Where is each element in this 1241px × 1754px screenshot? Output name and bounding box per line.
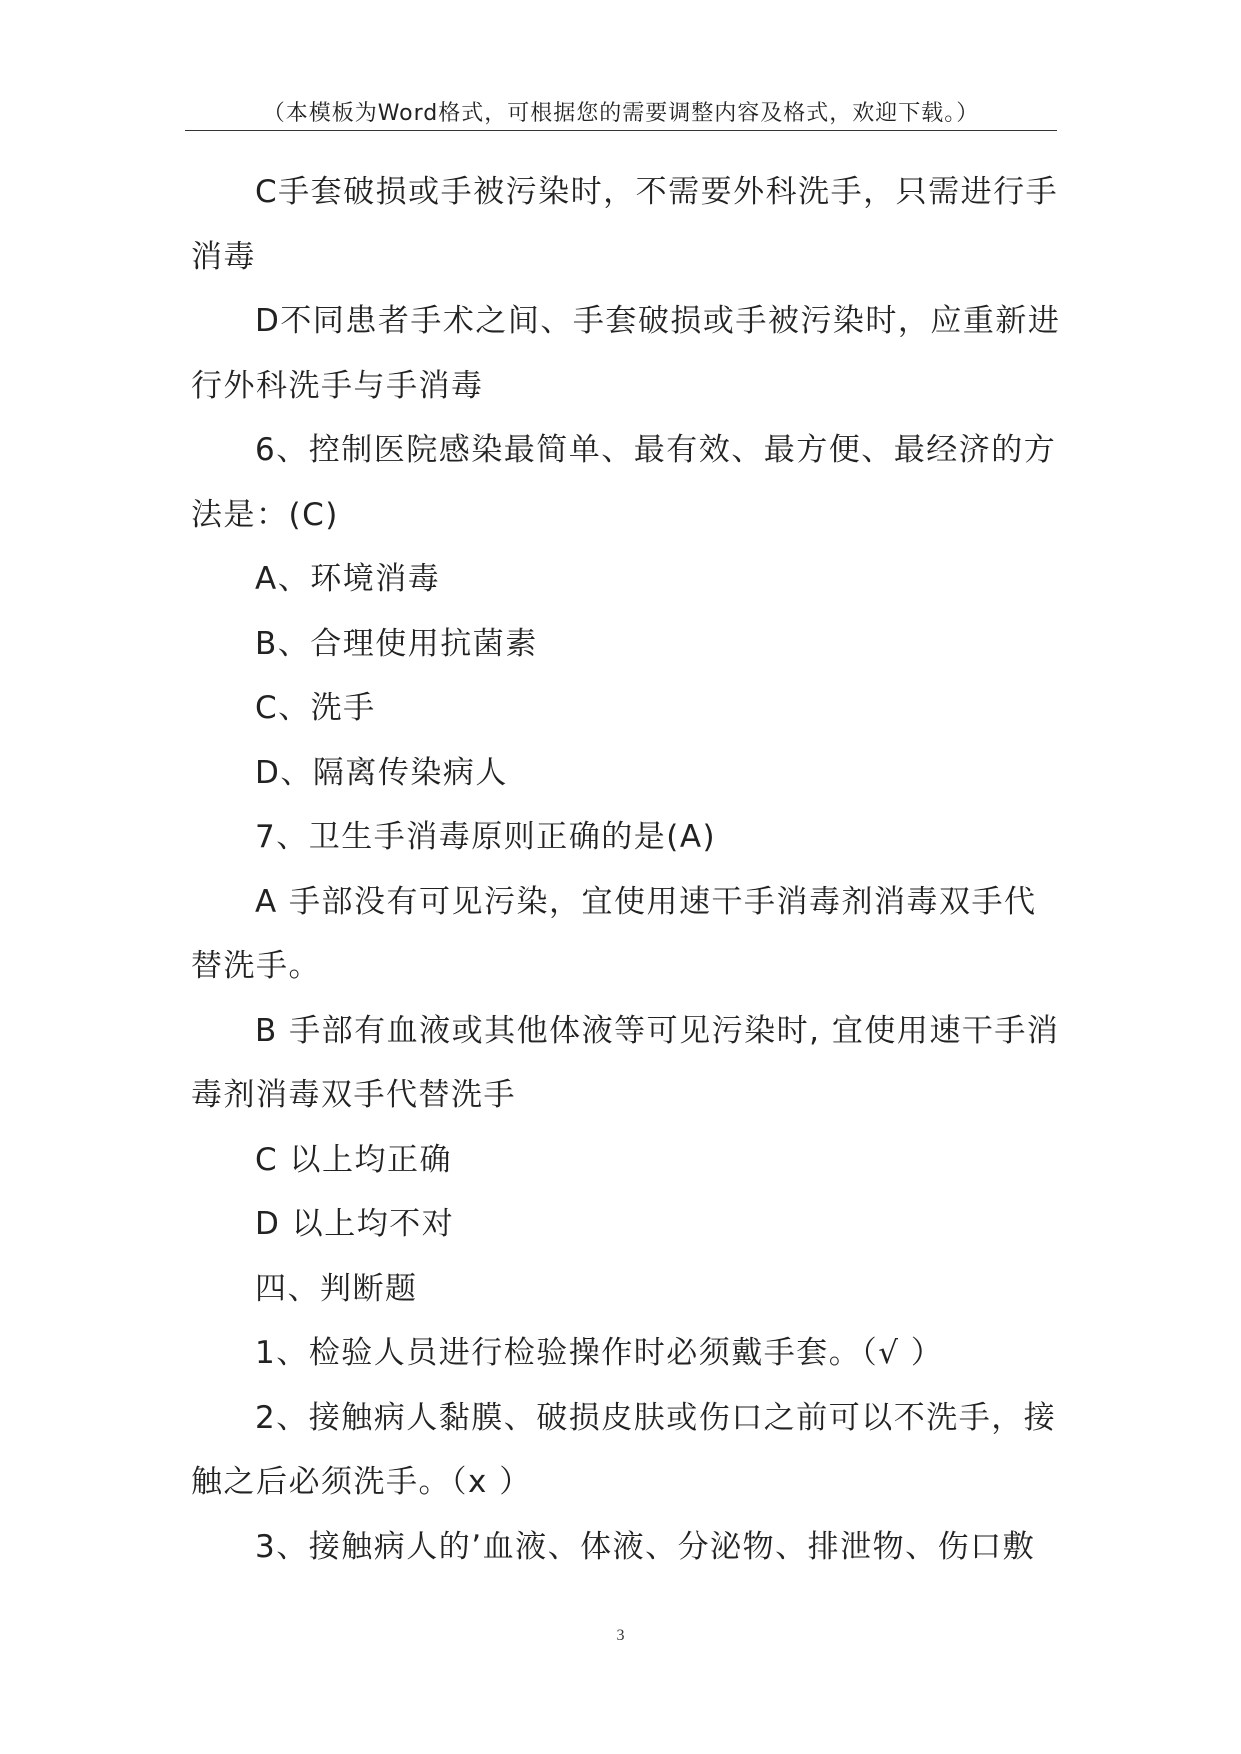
- paragraph-q6-option-b: B、合理使用抗菌素: [255, 625, 538, 662]
- section-heading-true-false: 四、判断题: [255, 1270, 418, 1307]
- paragraph-question-6: 6、控制医院感染最简单、最有效、最方便、最经济的方法是：(C): [191, 432, 1057, 533]
- header-divider: [185, 130, 1057, 131]
- paragraph-tf-2: 2、接触病人黏膜、破损皮肤或伤口之前可以不洗手，接触之后必须洗手。（x ）: [191, 1399, 1057, 1500]
- page-header: （本模板为Word格式，可根据您的需要调整内容及格式，欢迎下载。）: [262, 101, 980, 126]
- paragraph-q6-option-c: C、洗手: [255, 690, 376, 726]
- paragraph-q6-option-d: D、隔离传染病人: [255, 754, 508, 791]
- page-number: 3: [616, 1627, 625, 1644]
- paragraph-tf-3: 3、接触病人的’血液、体液、分泌物、排泄物、伤口敷: [255, 1528, 1036, 1565]
- paragraph-option-c-surgical: C手套破损或手被污染时，不需要外科洗手，只需进行手消毒: [191, 174, 1059, 275]
- paragraph-q7-option-b: B 手部有血液或其他体液等可见污染时, 宜使用速干手消毒剂消毒双手代替洗手: [191, 1012, 1060, 1113]
- paragraph-question-7: 7、卫生手消毒原则正确的是(A): [255, 819, 717, 855]
- paragraph-option-d-surgical: D不同患者手术之间、手套破损或手被污染时，应重新进行外科洗手与手消毒: [191, 303, 1061, 404]
- paragraph-q7-option-c: C 以上均正确: [255, 1141, 452, 1178]
- paragraph-tf-1: 1、检验人员进行检验操作时必须戴手套。（√ ）: [255, 1335, 944, 1371]
- paragraph-q6-option-a: A、环境消毒: [255, 561, 441, 597]
- document-body: [191, 160, 1061, 1579]
- paragraph-q7-option-d: D 以上均不对: [255, 1206, 455, 1242]
- paragraph-q7-option-a: A 手部没有可见污染，宜使用速干手消毒剂消毒双手代替洗手。: [191, 883, 1037, 984]
